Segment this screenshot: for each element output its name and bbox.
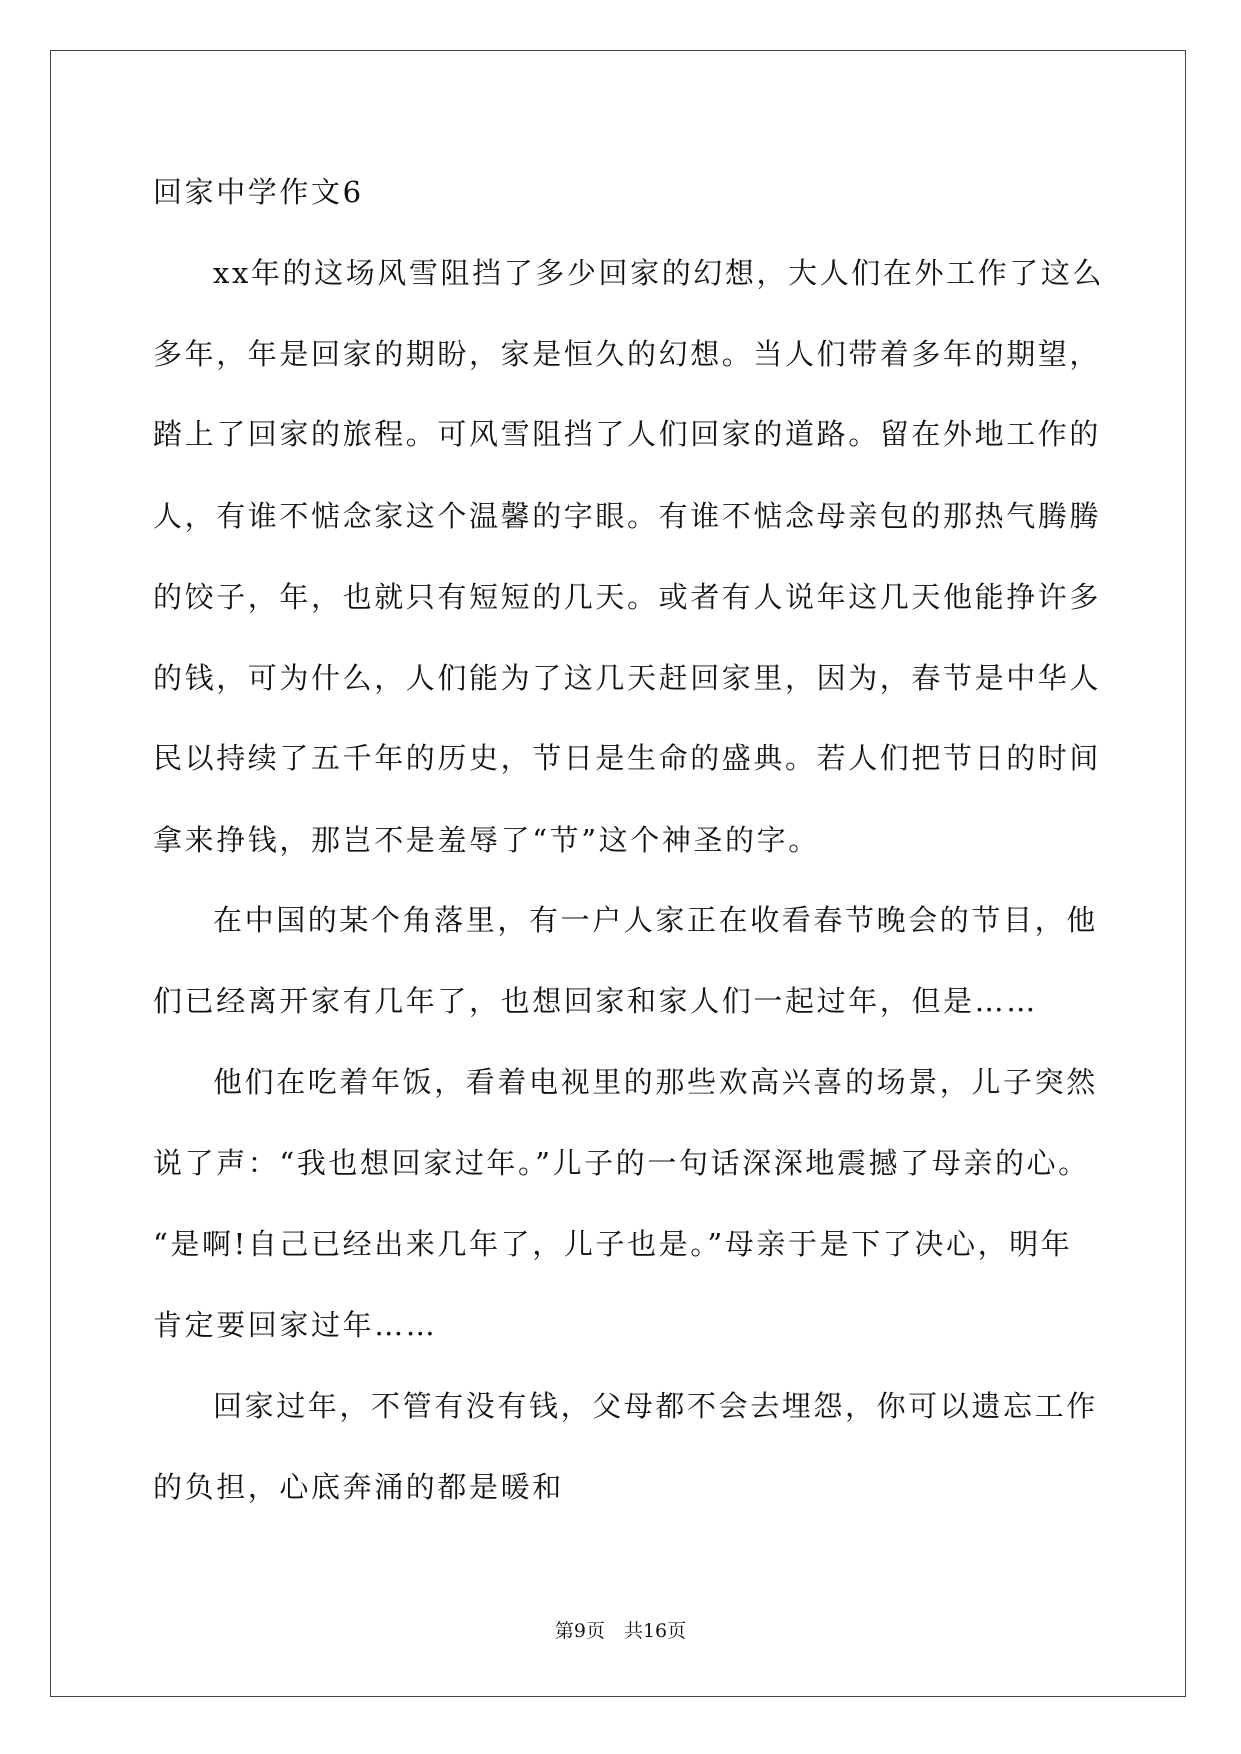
paragraph-line: 在中国的某个角落里，有一户人家正在收看春节晚会的节目，他 bbox=[213, 903, 1098, 937]
paragraph-line: 民以持续了五千年的历史，节日是生命的盛典。若人们把节日的时间 bbox=[153, 741, 1102, 775]
paragraph-line: 拿来挣钱，那岂不是羞辱了“节”这个神圣的字。 bbox=[153, 823, 820, 857]
page-number-footer: 第9页 共16页 bbox=[554, 1620, 687, 1642]
paragraph-line: 的饺子，年，也就只有短短的几天。或者有人说年这几天他能挣许多 bbox=[153, 580, 1102, 614]
paragraph-line: 的负担，心底奔涌的都是暖和 bbox=[153, 1470, 564, 1504]
paragraph-line: 的钱，可为什么，人们能为了这几天赶回家里，因为，春节是中华人 bbox=[153, 661, 1102, 695]
paragraph-line: 肯定要回家过年…… bbox=[153, 1308, 438, 1342]
paragraph-line: 他们在吃着年饭，看着电视里的那些欢高兴喜的场景，儿子突然 bbox=[213, 1065, 1098, 1099]
document-title: 回家中学作文6 bbox=[153, 175, 364, 209]
paragraph-line: 踏上了回家的旅程。可风雪阻挡了人们回家的道路。留在外地工作的 bbox=[153, 417, 1102, 451]
paragraph-line: 多年，年是回家的期盼，家是恒久的幻想。当人们带着多年的期望， bbox=[153, 337, 1102, 371]
paragraph-line: xx年的这场风雪阻挡了多少回家的幻想，大人们在外工作了这么 bbox=[213, 256, 1105, 290]
paragraph-line: 说了声：“我也想回家过年。”儿子的一句话深深地震撼了母亲的心。 bbox=[153, 1146, 1090, 1180]
page-border bbox=[50, 50, 1186, 1697]
paragraph-line: “是啊!自己已经出来几年了，儿子也是。”母亲于是下了决心，明年 bbox=[153, 1227, 1073, 1261]
paragraph-line: 回家过年，不管有没有钱，父母都不会去埋怨，你可以遗忘工作 bbox=[213, 1389, 1098, 1423]
paragraph-line: 人，有谁不惦念家这个温馨的字眼。有谁不惦念母亲包的那热气腾腾 bbox=[153, 499, 1102, 533]
paragraph-line: 们已经离开家有几年了，也想回家和家人们一起过年，但是…… bbox=[153, 984, 1038, 1018]
